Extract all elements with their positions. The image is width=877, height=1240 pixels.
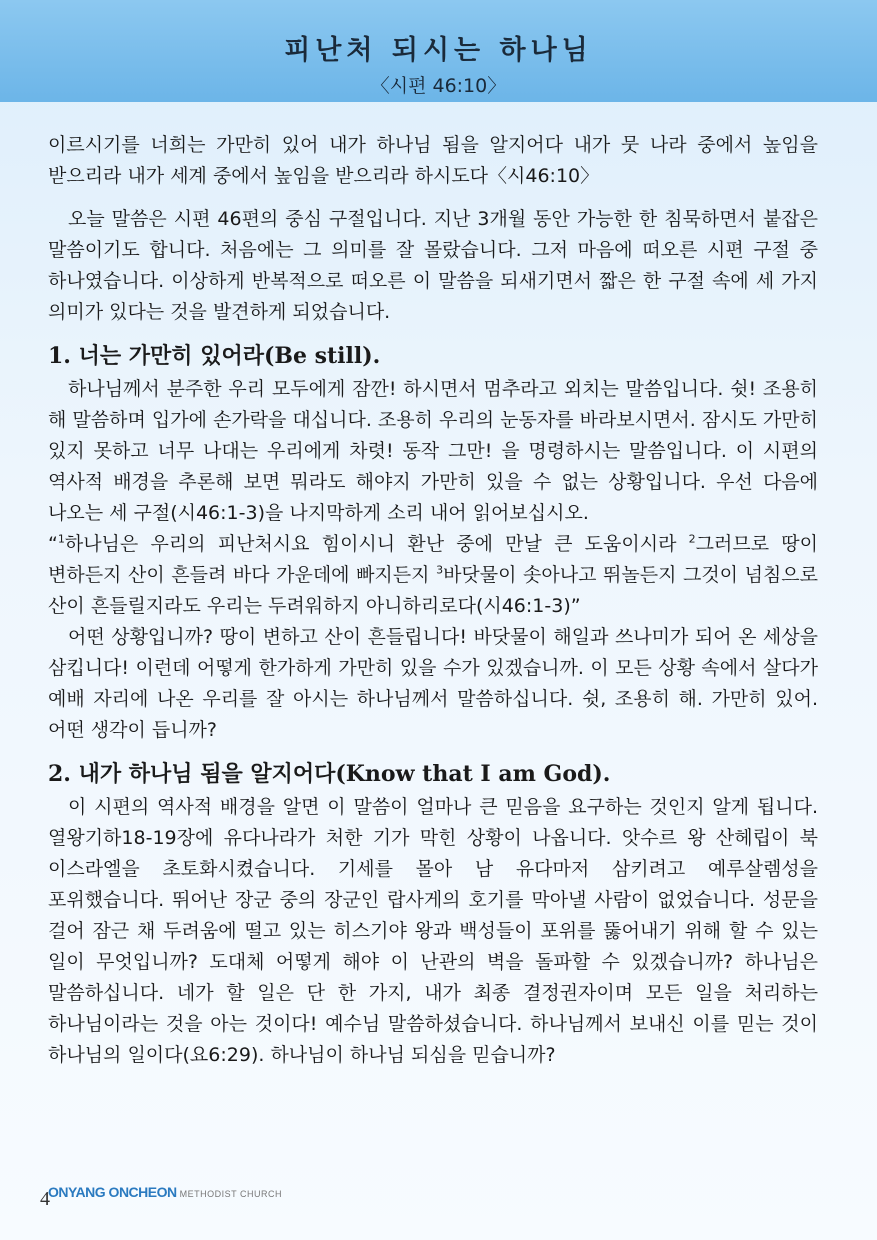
- church-logo: [48, 1184, 282, 1202]
- section-2-paragraph-1: 이 시편의 역사적 배경을 알면 이 말씀이 얼마나 큰 믿음을 요구하는 것인지 알게 됩니다. 열왕기하18-19장에 유다나라가 처한 기가 막힌 상황이 나옵니다. 앗수르 왕 산헤립이 북 이스라엘을 초토화시켰습니다. 기세를 몰아 남 유다마저 삼키려고 예루살렘성을 포위했습니다. 뛰어난 장군 중의 장군인 랍사게의 호기를 막아낼 사람이 없었습니다. 성문을 걸어 잠근 채 두려움에 떨고 있는 히스기야 왕과 백성들이 포위를 뚫어내기 위해 할 수 있는 일이 무엇입니까? 도대체 어떻게 해야 이 난관의 벽을 돌파할 수 있겠습니까? 하나님은 말씀하십니다. 네가 할 일은 단 한 가지, 내가 최종 결정권자이며 모든 일을 처리하는 하나님이라는 것을 아는 것이다! 예수님 말씀하셨습니다. 하나님께서 보내신 이를 믿는 것이 하나님의 일이다(요6:29). 하나님이 하나님 되심을 믿습니까?: [48, 796, 818, 1066]
- church-type: METHODIST CHURCH: [179, 1189, 282, 1199]
- section-2-heading: 2. 내가 하나님 됨을 알지어다(Know that I am God).: [48, 761, 611, 787]
- verse-text: 하나님은 우리의 피난처시요 힘이시니 환난 중에 만날 큰 도움이시라: [64, 533, 689, 555]
- verse-text: 그러므로 땅이 변하든지 산이 흔들려 바다 가운데에 빠지든지: [48, 533, 818, 586]
- scripture-reference: 〈시편 46:10〉: [370, 75, 507, 97]
- church-name: ONYANG ONCHEON: [48, 1184, 177, 1200]
- intro-paragraph: 오늘 말씀은 시편 46편의 중심 구절입니다. 지난 3개월 동안 가능한 한 침묵하면서 붙잡은 말씀이기도 합니다. 처음에는 그 의미를 잘 몰랐습니다. 그저 마음에 떠오른 시편 구절 중 하나였습니다. 이상하게 반복적으로 떠오른 이 말씀을 되새기면서 짧은 한 구절 속에 세 가지 의미가 있다는 것을 발견하게 되었습니다.: [48, 208, 818, 323]
- section-1-heading: 1. 너는 가만히 있어라(Be still).: [48, 343, 381, 369]
- sermon-body: [48, 130, 818, 1071]
- page-number: 4: [40, 1188, 50, 1210]
- page-header: [0, 0, 877, 102]
- key-verse: 이르시기를 너희는 가만히 있어 내가 하나님 됨을 알지어다 내가 뭇 나라 중에서 높임을 받으리라 내가 세계 중에서 높임을 받으리라 하시도다〈시46:10〉: [48, 134, 818, 187]
- verse-number: 1: [57, 532, 65, 546]
- verse-text: 바닷물이 솟아나고 뛰놀든지 그것이 넘침으로 산이 흔들릴지라도 우리는 두려워하지 아니하리로다(시46:1-3)”: [48, 564, 819, 617]
- scripture-quote: [48, 529, 818, 622]
- section-1-paragraph-1: 하나님께서 분주한 우리 모두에게 잠깐! 하시면서 멈추라고 외치는 말씀입니다. 쉿! 조용히 해 말씀하며 입가에 손가락을 대십니다. 조용히 우리의 눈동자를 바라보시면서. 잠시도 가만히 있지 못하고 너무 나대는 우리에게 차렷! 동작 그만! 을 명령하시는 말씀입니다. 이 시편의 역사적 배경을 추론해 보면 뭐라도 해야지 가만히 있을 수 없는 상황입니다. 우선 다음에 나오는 세 구절(시46:1-3)을 나지막하게 소리 내어 읽어보십시오.: [48, 378, 818, 524]
- verse-number: 2: [688, 532, 696, 546]
- verse-number: 3: [436, 563, 444, 577]
- section-1-paragraph-2: 어떤 상황입니까? 땅이 변하고 산이 흔들립니다! 바닷물이 해일과 쓰나미가 되어 온 세상을 삼킵니다! 이런데 어떻게 한가하게 가만히 있을 수가 있겠습니까. 이 모든 상황 속에서 살다가 예배 자리에 나온 우리를 잘 아시는 하나님께서 말씀하십니다. 쉿, 조용히 해. 가만히 있어. 어떤 생각이 듭니까?: [48, 626, 818, 741]
- sermon-title: 피난처 되시는 하나님: [284, 35, 593, 66]
- quote-open: “: [48, 533, 58, 555]
